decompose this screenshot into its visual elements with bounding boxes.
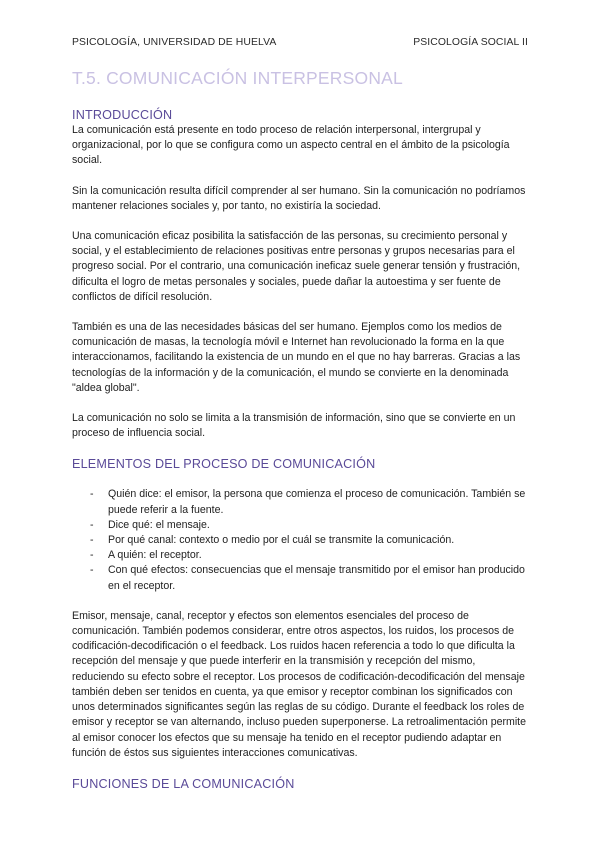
heading-funciones: FUNCIONES DE LA COMUNICACIÓN: [72, 776, 295, 791]
bullet-dash: -: [90, 534, 94, 547]
list-item-text: Con qué efectos: consecuencias que el mensaje transmitido por el emisor han producido en el receptor.: [108, 564, 525, 592]
intro-paragraph-4: También es una de las necesidades básicas del ser humano. Ejemplos como los medios de comunicación de masas, la tecnología móvil e Internet han revolucionado la forma en la que interaccionamos, facilitando la existencia de un mundo en el que no hay barreras. Gracias a las tecnologías de la información y de la comunicación, el mundo se convierte en la denominada "aldea global".: [72, 321, 521, 394]
header-university: PSICOLOGÍA, UNIVERSIDAD DE HUELVA: [72, 37, 277, 48]
intro-paragraph-1: La comunicación está presente en todo proceso de relación interpersonal, intergrupal y organizacional, por lo que se configura como un aspecto central en el ámbito de la psicología social.: [72, 124, 510, 167]
elements-list: [72, 487, 530, 593]
document-body: [72, 107, 530, 792]
list-item: [72, 487, 530, 517]
list-item-text: Quién dice: el emisor, la persona que comienza el proceso de comunicación. También se puede referir a la fuente.: [108, 488, 526, 516]
bullet-dash: -: [90, 564, 94, 577]
bullet-dash: -: [90, 488, 94, 501]
intro-paragraph-2: Sin la comunicación resulta difícil comprender al ser humano. Sin la comunicación no podríamos mantener relaciones sociales y, por tanto, no existiría la sociedad.: [72, 184, 526, 212]
bullet-dash: -: [90, 549, 94, 562]
list-item-text: Por qué canal: contexto o medio por el cuál se transmite la comunicación.: [108, 534, 455, 547]
heading-introduccion: INTRODUCCIÓN: [72, 108, 173, 122]
list-item-text: Dice qué: el mensaje.: [108, 518, 210, 531]
page-header: [72, 37, 528, 48]
bullet-dash: -: [90, 518, 94, 531]
list-item: [72, 533, 530, 548]
heading-elementos: ELEMENTOS DEL PROCESO DE COMUNICACIÓN: [72, 457, 376, 472]
list-item-text: A quién: el receptor.: [108, 549, 202, 562]
document-title: T.5. COMUNICACIÓN INTERPERSONAL: [72, 68, 403, 88]
list-item: [72, 563, 530, 593]
elements-paragraph: Emisor, mensaje, canal, receptor y efectos son elementos esenciales del proceso de comunicación. También podemos considerar, entre otros aspectos, los ruidos, los procesos de codificación-decodificación o el feedback. Los ruidos hacen referencia a todo lo que dificulta la recepción del mensaje y que puede interferir en la transmisión y recepción del mismo, reduciendo su efecto sobre el receptor. Los procesos de codificación-decodificación del mensaje también deben ser tenidos en cuenta, ya que emisor y receptor combinan los significados con unos determinados significantes según las reglas de su código. Durante el feedback los roles de emisor y receptor se van alternando, incluso pueden superponerse. La retroalimentación permite al emisor conocer los efectos que su mensaje ha tenido en el receptor pudiendo adaptar en función de éstos sus siguientes interacciones comunicativas.: [72, 609, 527, 759]
list-item: [72, 518, 530, 533]
intro-paragraph-5: La comunicación no solo se limita a la transmisión de información, sino que se convierte en un proceso de influencia social.: [72, 412, 516, 440]
header-course: PSICOLOGÍA SOCIAL II: [413, 37, 528, 48]
intro-paragraph-3: Una comunicación eficaz posibilita la satisfacción de las personas, su crecimiento personal y social, y el establecimiento de relaciones positivas entre personas y grupos necesarias para el progreso social. Por el contrario, una comunicación ineficaz suele generar tensión y frustración, dificulta el logro de metas personales y sociales, puede dañar la autoestima y ser fuente de conflictos de difícil resolución.: [72, 230, 521, 303]
list-item: [72, 548, 530, 563]
